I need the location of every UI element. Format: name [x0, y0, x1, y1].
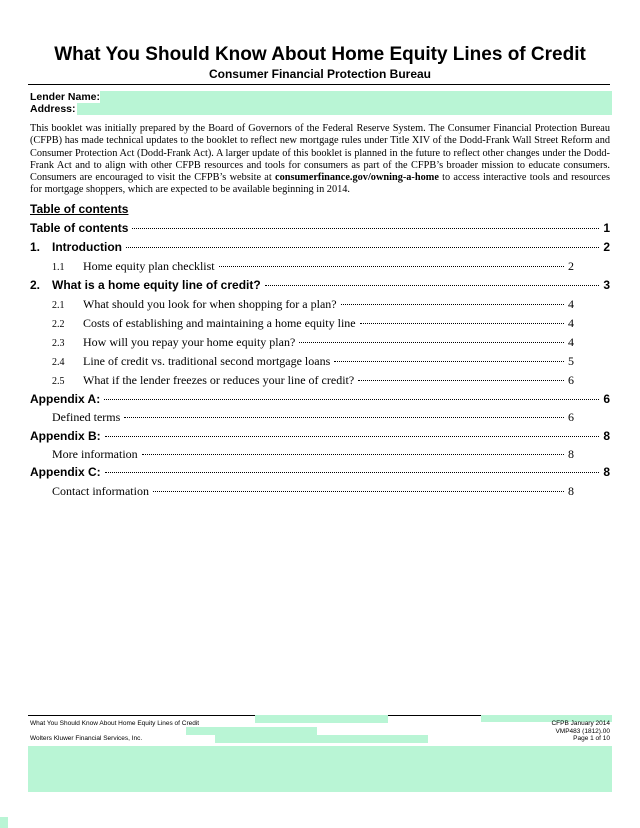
toc-entry[interactable]	[52, 297, 574, 312]
page-subtitle: Consumer Financial Protection Bureau	[208, 67, 432, 81]
toc-entry-page: 6	[568, 410, 574, 424]
toc-entry-label: What should you look for when shopping for a plan?	[83, 297, 337, 311]
footer-page-number: Page 1 of 10	[573, 735, 610, 742]
toc-entry[interactable]	[52, 373, 574, 388]
toc-entry-label: Defined terms	[52, 410, 121, 424]
toc-entry-label: Contact information	[52, 484, 149, 498]
toc-entry-page: 8	[603, 465, 610, 479]
form-fill-area[interactable]	[215, 735, 428, 743]
address-label: Address:	[30, 103, 76, 115]
toc-entry-page: 2	[603, 240, 610, 254]
lender-name-label: Lender Name:	[30, 91, 101, 103]
toc-entry-label: Appendix B:	[30, 429, 101, 443]
toc-entry-number: 2.1	[52, 300, 65, 311]
toc-entry-number: 2.	[30, 278, 41, 292]
toc-leader	[105, 472, 600, 473]
toc-leader	[360, 323, 564, 324]
toc-leader	[126, 247, 599, 248]
toc-entry[interactable]	[52, 484, 574, 499]
toc-leader	[334, 361, 564, 362]
footer-publisher: Wolters Kluwer Financial Services, Inc.	[30, 735, 143, 742]
toc-entry-number: 2.2	[52, 319, 65, 330]
intro-paragraph	[30, 123, 610, 197]
toc-leader	[341, 304, 564, 305]
toc-entry-page: 3	[603, 278, 610, 292]
corner-form-fill-area[interactable]	[0, 817, 8, 828]
toc-leader	[104, 399, 599, 400]
toc-entry[interactable]	[52, 410, 574, 425]
toc-entry-label: Costs of establishing and maintaining a home equity line	[83, 316, 356, 330]
toc-entry-page: 1	[603, 221, 610, 235]
toc-leader	[132, 228, 599, 229]
intro-text-before: This booklet was initially prepared by the Board of Governors of the Federal Reserve System. The Consumer Financial Protection Bureau (CFPB) has made technical updates to the booklet to reflect new mortgage rules under Title XIV of the Dodd-Frank Wall Street Reform and Consumer Protection Act (Dodd-Frank Act). A larger update of this booklet is planned in the future to reflect other changes under the Dodd-Frank Act and to align with other CFPB resources and tools for consumers as part of the CFPB’s broader mission to educate consumers. Consumers are encouraged to visit the CFPB’s website at	[30, 123, 610, 184]
toc-entry-page: 6	[603, 392, 610, 406]
toc-entry[interactable]	[30, 240, 610, 254]
toc-leader	[153, 491, 564, 492]
toc-entry-label: Introduction	[52, 240, 122, 254]
toc-entry[interactable]	[30, 392, 610, 406]
toc-entry-number: 1.	[30, 240, 41, 254]
toc-entry-number: 2.4	[52, 357, 65, 368]
toc-entry-page: 4	[568, 335, 574, 349]
toc-entry-page: 5	[568, 354, 574, 368]
toc-leader	[124, 417, 564, 418]
toc-entry-label: Line of credit vs. traditional second mortgage loans	[83, 354, 331, 368]
toc-leader	[299, 342, 564, 343]
toc-entry[interactable]	[52, 259, 574, 274]
footer-form-code: VMP483 (1812).00	[555, 728, 610, 735]
toc-entry-page: 6	[568, 373, 574, 387]
toc-entry[interactable]	[30, 221, 610, 235]
toc-entry[interactable]	[30, 465, 610, 479]
toc-entry-label: What if the lender freezes or reduces your line of credit?	[83, 373, 355, 387]
toc-entry-label: More information	[52, 447, 138, 461]
toc-leader	[219, 266, 564, 267]
toc-entry[interactable]	[52, 447, 574, 462]
address-field[interactable]	[77, 103, 612, 115]
toc-leader	[265, 285, 600, 286]
toc-entry[interactable]	[30, 278, 610, 292]
toc-leader	[105, 436, 600, 437]
footer-doc-title: What You Should Know About Home Equity Lines of Credit	[30, 720, 200, 727]
form-fill-area[interactable]	[186, 727, 317, 735]
header-divider	[28, 84, 610, 85]
toc-entry-label: Appendix C:	[30, 465, 101, 479]
toc-entry[interactable]	[52, 316, 574, 331]
toc-heading: Table of contents	[30, 202, 129, 216]
toc-entry-label: Appendix A:	[30, 392, 101, 406]
toc-leader	[358, 380, 564, 381]
toc-entry-number: 1.1	[52, 262, 65, 273]
toc-entry-page: 8	[568, 447, 574, 461]
toc-entry-number: 2.5	[52, 376, 65, 387]
lender-name-field[interactable]	[100, 91, 612, 103]
footer-edition: CFPB January 2014	[551, 720, 610, 727]
toc-entry-label: How will you repay your home equity plan?	[83, 335, 296, 349]
toc-entry-label: Home equity plan checklist	[83, 259, 215, 273]
intro-text-after: to access interactive tools and resources for mortgage shoppers, which are expected to be available beginning in 2014.	[30, 172, 610, 196]
toc-entry[interactable]	[30, 429, 610, 443]
toc-entry-page: 2	[568, 259, 574, 273]
toc-entry-number: 2.3	[52, 338, 65, 349]
cfpb-website-link[interactable]: consumerfinance.gov/owning-a-home	[275, 172, 439, 184]
toc-entry[interactable]	[52, 335, 574, 350]
toc-entry-label: What is a home equity line of credit?	[52, 278, 261, 292]
toc-entry[interactable]	[52, 354, 574, 369]
toc-entry-page: 4	[568, 316, 574, 330]
page-title: What You Should Know About Home Equity Lines of Credit	[54, 44, 586, 65]
toc-entry-page: 8	[603, 429, 610, 443]
bottom-form-fill-area[interactable]	[28, 746, 612, 792]
form-fill-area[interactable]	[255, 715, 388, 723]
toc-entry-page: 8	[568, 484, 574, 498]
toc-leader	[142, 454, 564, 455]
toc-entry-page: 4	[568, 297, 574, 311]
toc-entry-label: Table of contents	[30, 221, 129, 235]
